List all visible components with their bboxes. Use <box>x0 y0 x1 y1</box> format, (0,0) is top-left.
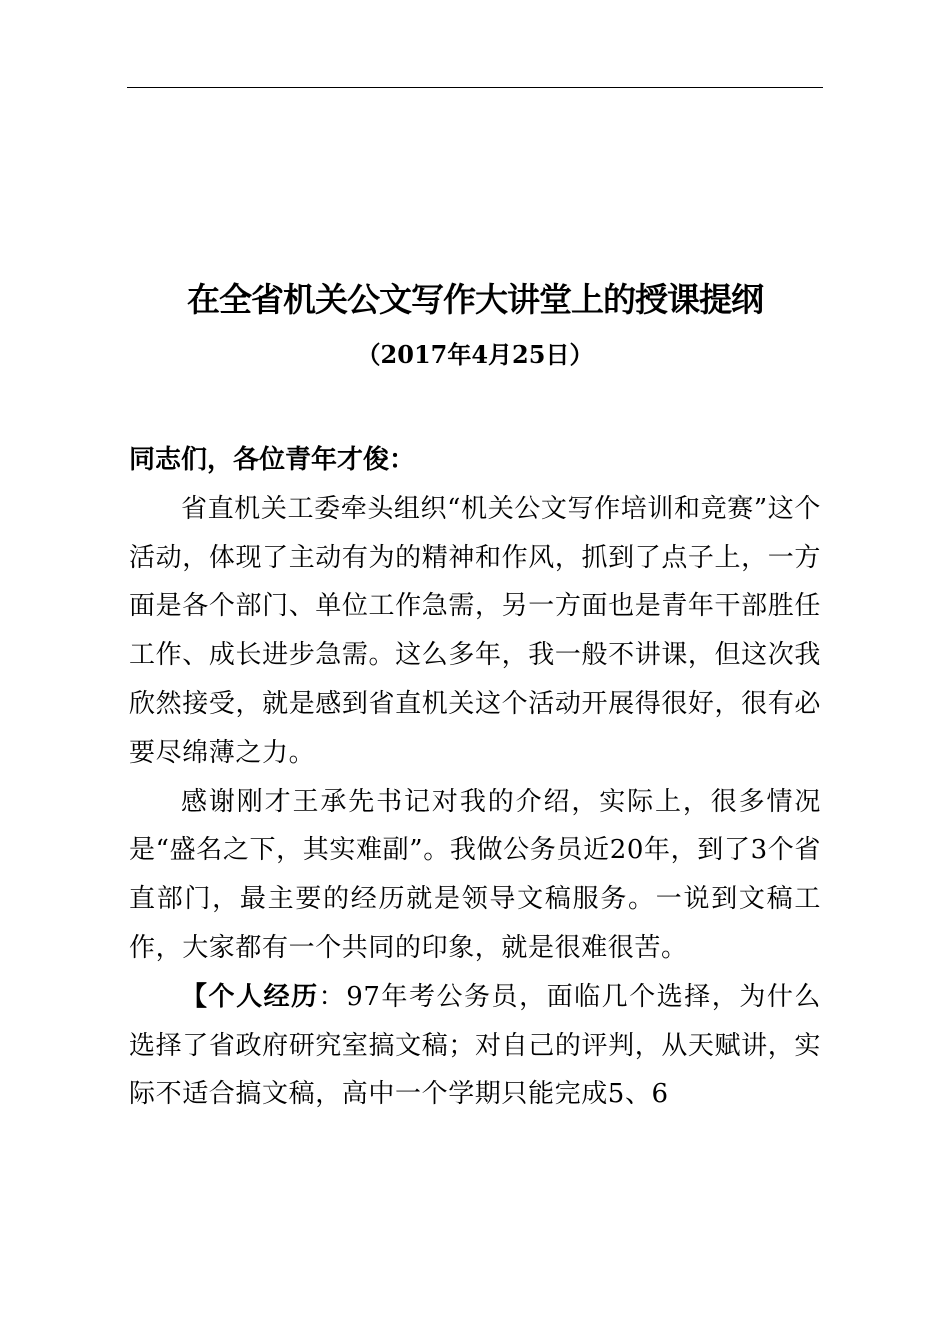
paragraph-3 <box>129 973 821 1119</box>
paragraph-3-label: 【个人经历 <box>181 981 319 1012</box>
paragraph-1-text: 省直机关工委牵头组织“机关公文写作培训和竞赛”这个活动，体现了主动有为的精神和作风，抓到了点子上，一方面是各个部门、单位工作急需，另一方面也是青年干部胜任工作、成长进步急需。这么多年，我一般不讲课，但这次我欣然接受，就是感到省直机关这个活动开展得很好，很有必要尽绵薄之力。 <box>129 493 821 768</box>
header-divider <box>127 87 823 88</box>
paragraph-2 <box>129 778 821 973</box>
paragraph-3-text: ：97年考公务员，面临几个选择，为什么选择了省政府研究室搞文稿；对自己的评判，从天赋讲，实际不适合搞文稿，高中一个学期只能完成5、6 <box>129 981 821 1110</box>
document-date: （2017年4月25日） <box>356 340 594 369</box>
document-body <box>129 436 821 1119</box>
paragraph-2-text: 感谢刚才王承先书记对我的介绍，实际上，很多情况是“盛名之下，其实难副”。我做公务员近20年，到了3个省直部门，最主要的经历就是领导文稿服务。一说到文稿工作，大家都有一个共同的印象，就是很难很苦。 <box>129 786 821 963</box>
document-title: 在全省机关公文写作大讲堂上的授课提纲 <box>187 280 763 319</box>
salutation: 同志们，各位青年才俊： <box>129 445 416 475</box>
paragraph-1 <box>129 485 821 778</box>
